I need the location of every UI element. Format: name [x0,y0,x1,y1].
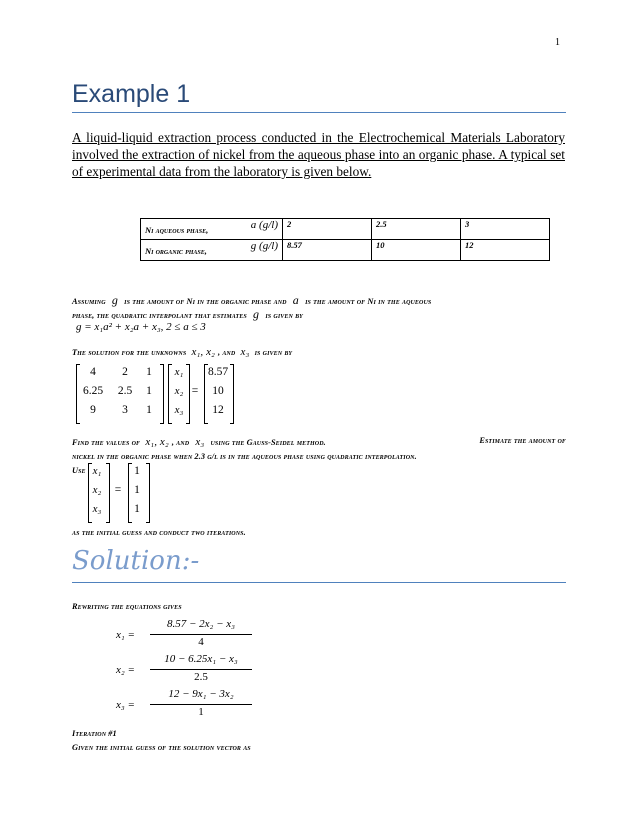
math-a: a [292,293,299,307]
equation-3 [116,688,266,724]
text: is the amount of Ni in the organic phase and [124,297,287,306]
matrix-cell: 1 [146,404,152,416]
matrix-cell: 1 [146,366,152,378]
equation-2 [116,653,266,689]
text: The solution for the unknowns [72,348,187,357]
text: is given by [254,348,293,357]
matrix-cell: 4 [90,366,96,378]
title-rule [72,112,566,113]
table-row [141,219,550,240]
initial-guess [88,463,168,525]
table-cell: 10 [372,240,461,261]
equation-denominator: 1 [198,706,204,718]
fraction-line [150,669,252,670]
init-cell: 1 [134,465,140,477]
page-number: 1 [555,37,560,48]
unknown-x1: x₁ [92,465,102,477]
equation-lhs: x₂ = [116,664,135,676]
bracket [146,463,150,523]
row-label: Ni organic phase, [145,246,207,256]
unknown-x2: x₂ [174,385,184,397]
row-label: Ni aqueous phase, [145,225,209,235]
unknown-x3: x₃ [174,404,184,416]
rewriting-text: Rewriting the equations gives [72,602,182,611]
quadratic-equation: g = x₁a² + x₂a + x₃, 2 ≤ a ≤ 3 [76,321,206,333]
matrix-cell: 3 [122,404,128,416]
matrix-cell: 9 [90,404,96,416]
find-line-4: as the initial guess and conduct two iterations. [72,528,246,537]
math-x3: x₃ [240,346,250,358]
find-line-3: Use [72,466,86,475]
equation-numerator: 10 − 6.25x₁ − x₃ [164,653,238,665]
fraction-line [150,634,252,635]
unknown-x2: x₂ [92,484,102,496]
matrix-cell: 6.25 [82,385,104,397]
equation-numerator: 12 − 9x₁ − 3x₂ [168,688,234,700]
intro-paragraph: A liquid-liquid extraction process conducted in the Electrochemical Materials Laboratory involved the extraction of nickel from the aqueous phase into an organic phase. A typical set of experimental data from the laboratory is given below. [72,130,565,179]
math-x3: x₃ [195,436,205,448]
assume-line [72,293,431,308]
rhs-cell: 10 [212,385,224,397]
solution-heading: Solution:- [72,546,200,576]
given-text: Given the initial guess of the solution vector as [72,743,251,752]
text: Assuming [72,297,106,306]
math-g: g [111,293,118,307]
equation-numerator: 8.57 − 2x₂ − x₃ [166,618,235,630]
iteration-label: Iteration #1 [72,729,117,738]
find-line-2: nickel in the organic phase when 2.3 g/l is in the aqueous phase using quadratic interpolation. [72,452,417,461]
equation-denominator: 2.5 [194,671,208,683]
unknown-x1: x₁ [174,366,184,378]
page-title: Example 1 [72,80,191,108]
math-x1-x2: x₁, x₂ [145,436,169,448]
math-g: g [253,307,260,321]
matrix-cell: 2.5 [117,385,133,397]
text: , and [217,348,236,357]
table-row [141,240,550,261]
table-cell: 3 [461,219,550,240]
solution-rule [72,582,566,583]
unknowns-line [72,346,292,358]
matrix-equation [72,364,232,424]
equation-lhs: x₃ = [116,699,135,711]
math-x1-x2: x₁, x₂ [191,346,215,358]
row-unit: g (g/l) [250,240,278,252]
equation-1 [116,618,266,654]
equation-denominator: 4 [198,636,204,648]
table-cell: 8.57 [283,240,372,261]
text: using the Gauss-Seidel method. [210,438,326,447]
init-cell: 1 [134,484,140,496]
text: is the amount of Ni in the aqueous [305,297,432,306]
equals-sign: = [114,484,122,496]
init-cell: 1 [134,503,140,515]
data-table [140,218,550,261]
unknown-x3: x₃ [92,503,102,515]
rhs-cell: 8.57 [207,366,229,378]
table-cell [141,219,283,240]
text: Estimate the amount of [479,436,566,445]
assume-line-2 [72,307,303,322]
matrix-cell: 2 [122,366,128,378]
fraction-line [150,704,252,705]
equation-lhs: x₁ = [116,629,135,641]
text: Find the values of [72,438,141,447]
rhs-cell: 12 [212,404,224,416]
text: phase, the quadratic interpolant that estimates [72,311,247,320]
equals-sign: = [191,385,199,397]
text: is given by [265,311,303,320]
matrix-cell: 1 [146,385,152,397]
find-line [72,436,566,448]
table-cell: 2.5 [372,219,461,240]
row-unit: a (g/l) [250,219,278,231]
bracket [230,364,234,424]
text: , and [171,438,190,447]
table-cell [141,240,283,261]
table-cell: 2 [283,219,372,240]
table-cell: 12 [461,240,550,261]
